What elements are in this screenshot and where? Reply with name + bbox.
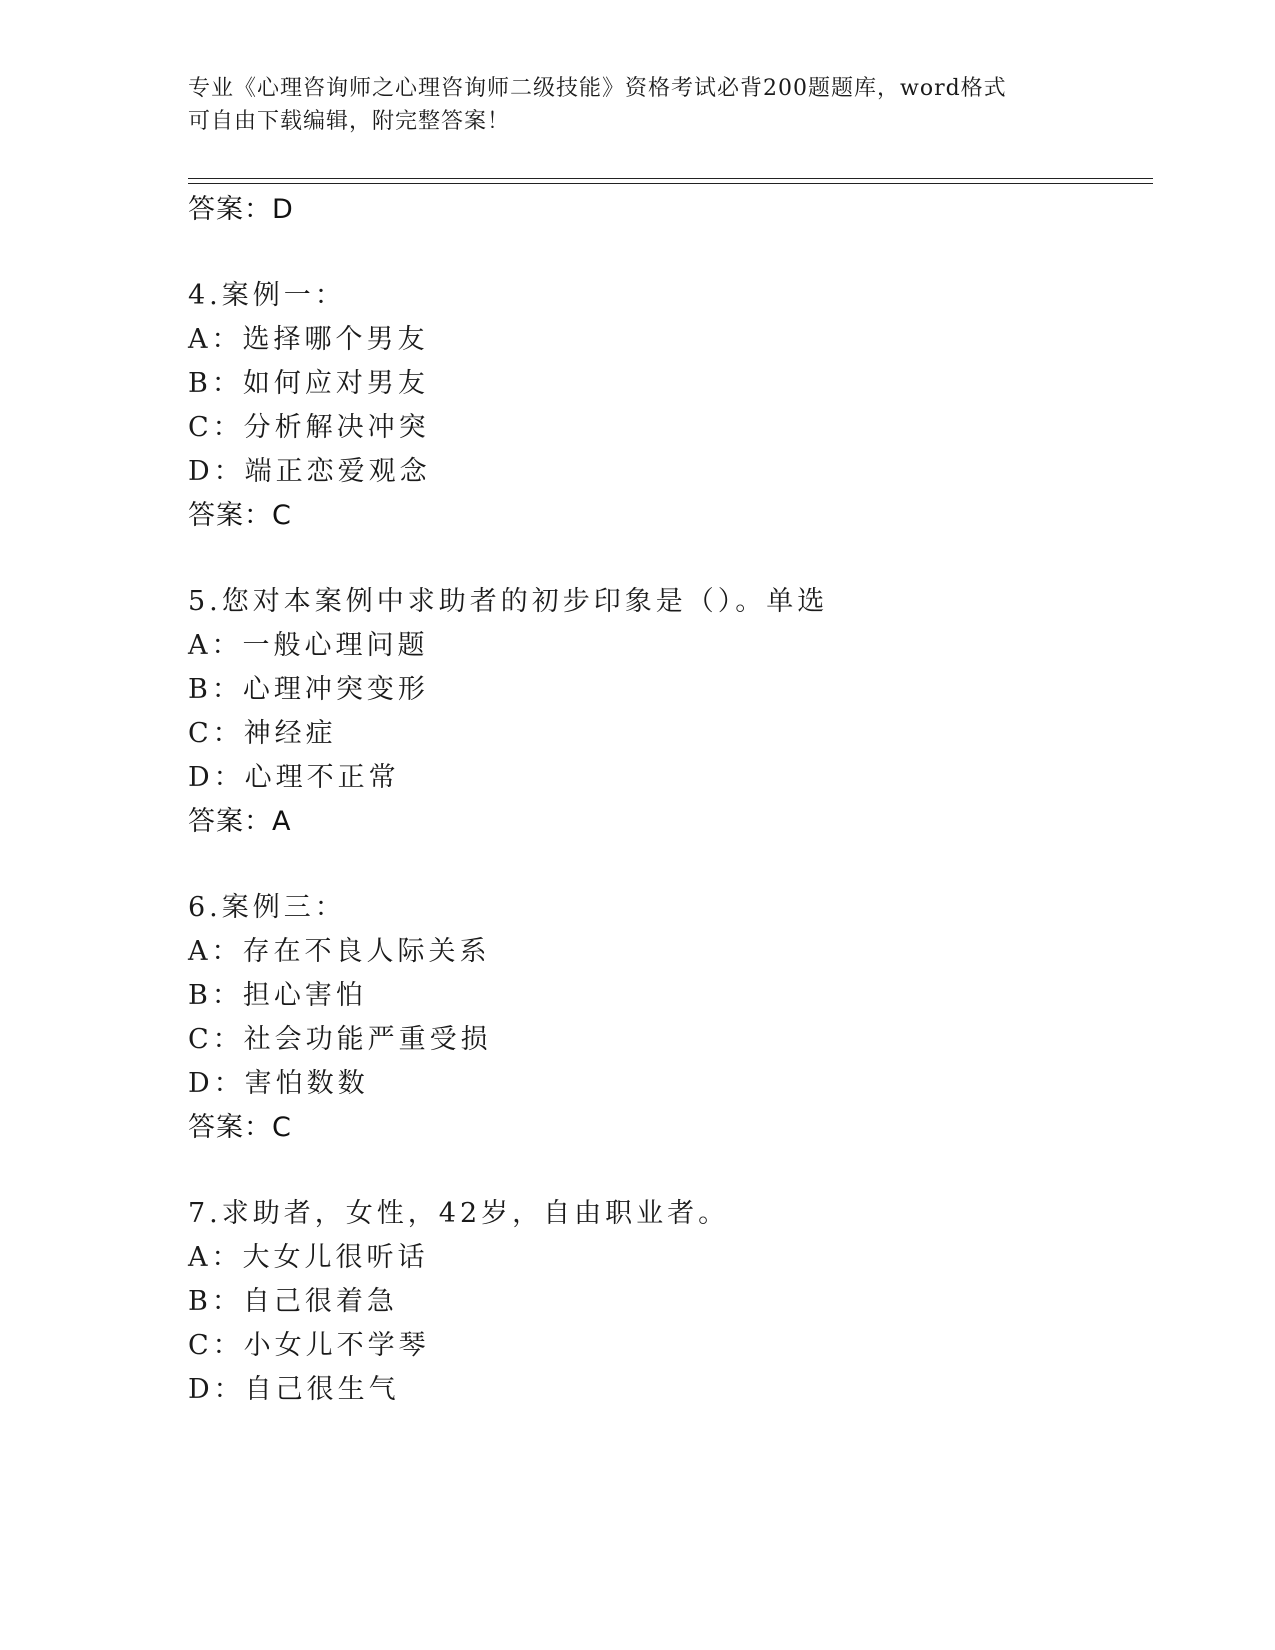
question-6-option-c: C：社会功能严重受损 — [188, 1024, 492, 1055]
header-rule-top — [188, 178, 1153, 179]
question-4-stem: 4.案例一： — [188, 280, 346, 311]
question-5-answer: 答案：A — [188, 806, 292, 837]
question-6-option-d: D：害怕数数 — [188, 1068, 369, 1099]
question-7-option-d: D：自己很生气 — [188, 1374, 400, 1405]
question-6-answer: 答案：C — [188, 1112, 292, 1143]
question-4-option-c: C：分析解决冲突 — [188, 412, 430, 443]
question-5-option-b: B：心理冲突变形 — [188, 674, 429, 705]
question-4-option-a: A：选择哪个男友 — [188, 324, 429, 355]
question-5-option-d: D：心理不正常 — [188, 762, 400, 793]
question-4-option-d: D：端正恋爱观念 — [188, 456, 431, 487]
header-rule-bottom — [188, 183, 1153, 184]
question-6-option-b: B：担心害怕 — [188, 980, 367, 1011]
question-5-option-c: C：神经症 — [188, 718, 337, 749]
question-4-option-b: B：如何应对男友 — [188, 368, 429, 399]
question-7-option-b: B：自己很着急 — [188, 1286, 398, 1317]
header-line-2: 可自由下载编辑，附完整答案！ — [188, 109, 511, 134]
answer-prev: 答案：D — [188, 194, 294, 225]
document-header — [188, 72, 1088, 138]
question-6-option-a: A：存在不良人际关系 — [188, 936, 491, 967]
question-5-option-a: A：一般心理问题 — [188, 630, 429, 661]
question-4-answer: 答案：C — [188, 500, 292, 531]
question-7-option-a: A：大女儿很听话 — [188, 1242, 429, 1273]
header-line-1: 专业《心理咨询师之心理咨询师二级技能》资格考试必背200题题库，word格式 — [188, 76, 1007, 101]
question-6-stem: 6.案例三： — [188, 892, 346, 923]
question-7-option-c: C：小女儿不学琴 — [188, 1330, 430, 1361]
question-5-stem: 5.您对本案例中求助者的初步印象是（）。单选 — [188, 586, 829, 617]
question-7-stem: 7.求助者，女性，42岁，自由职业者。 — [188, 1198, 730, 1229]
